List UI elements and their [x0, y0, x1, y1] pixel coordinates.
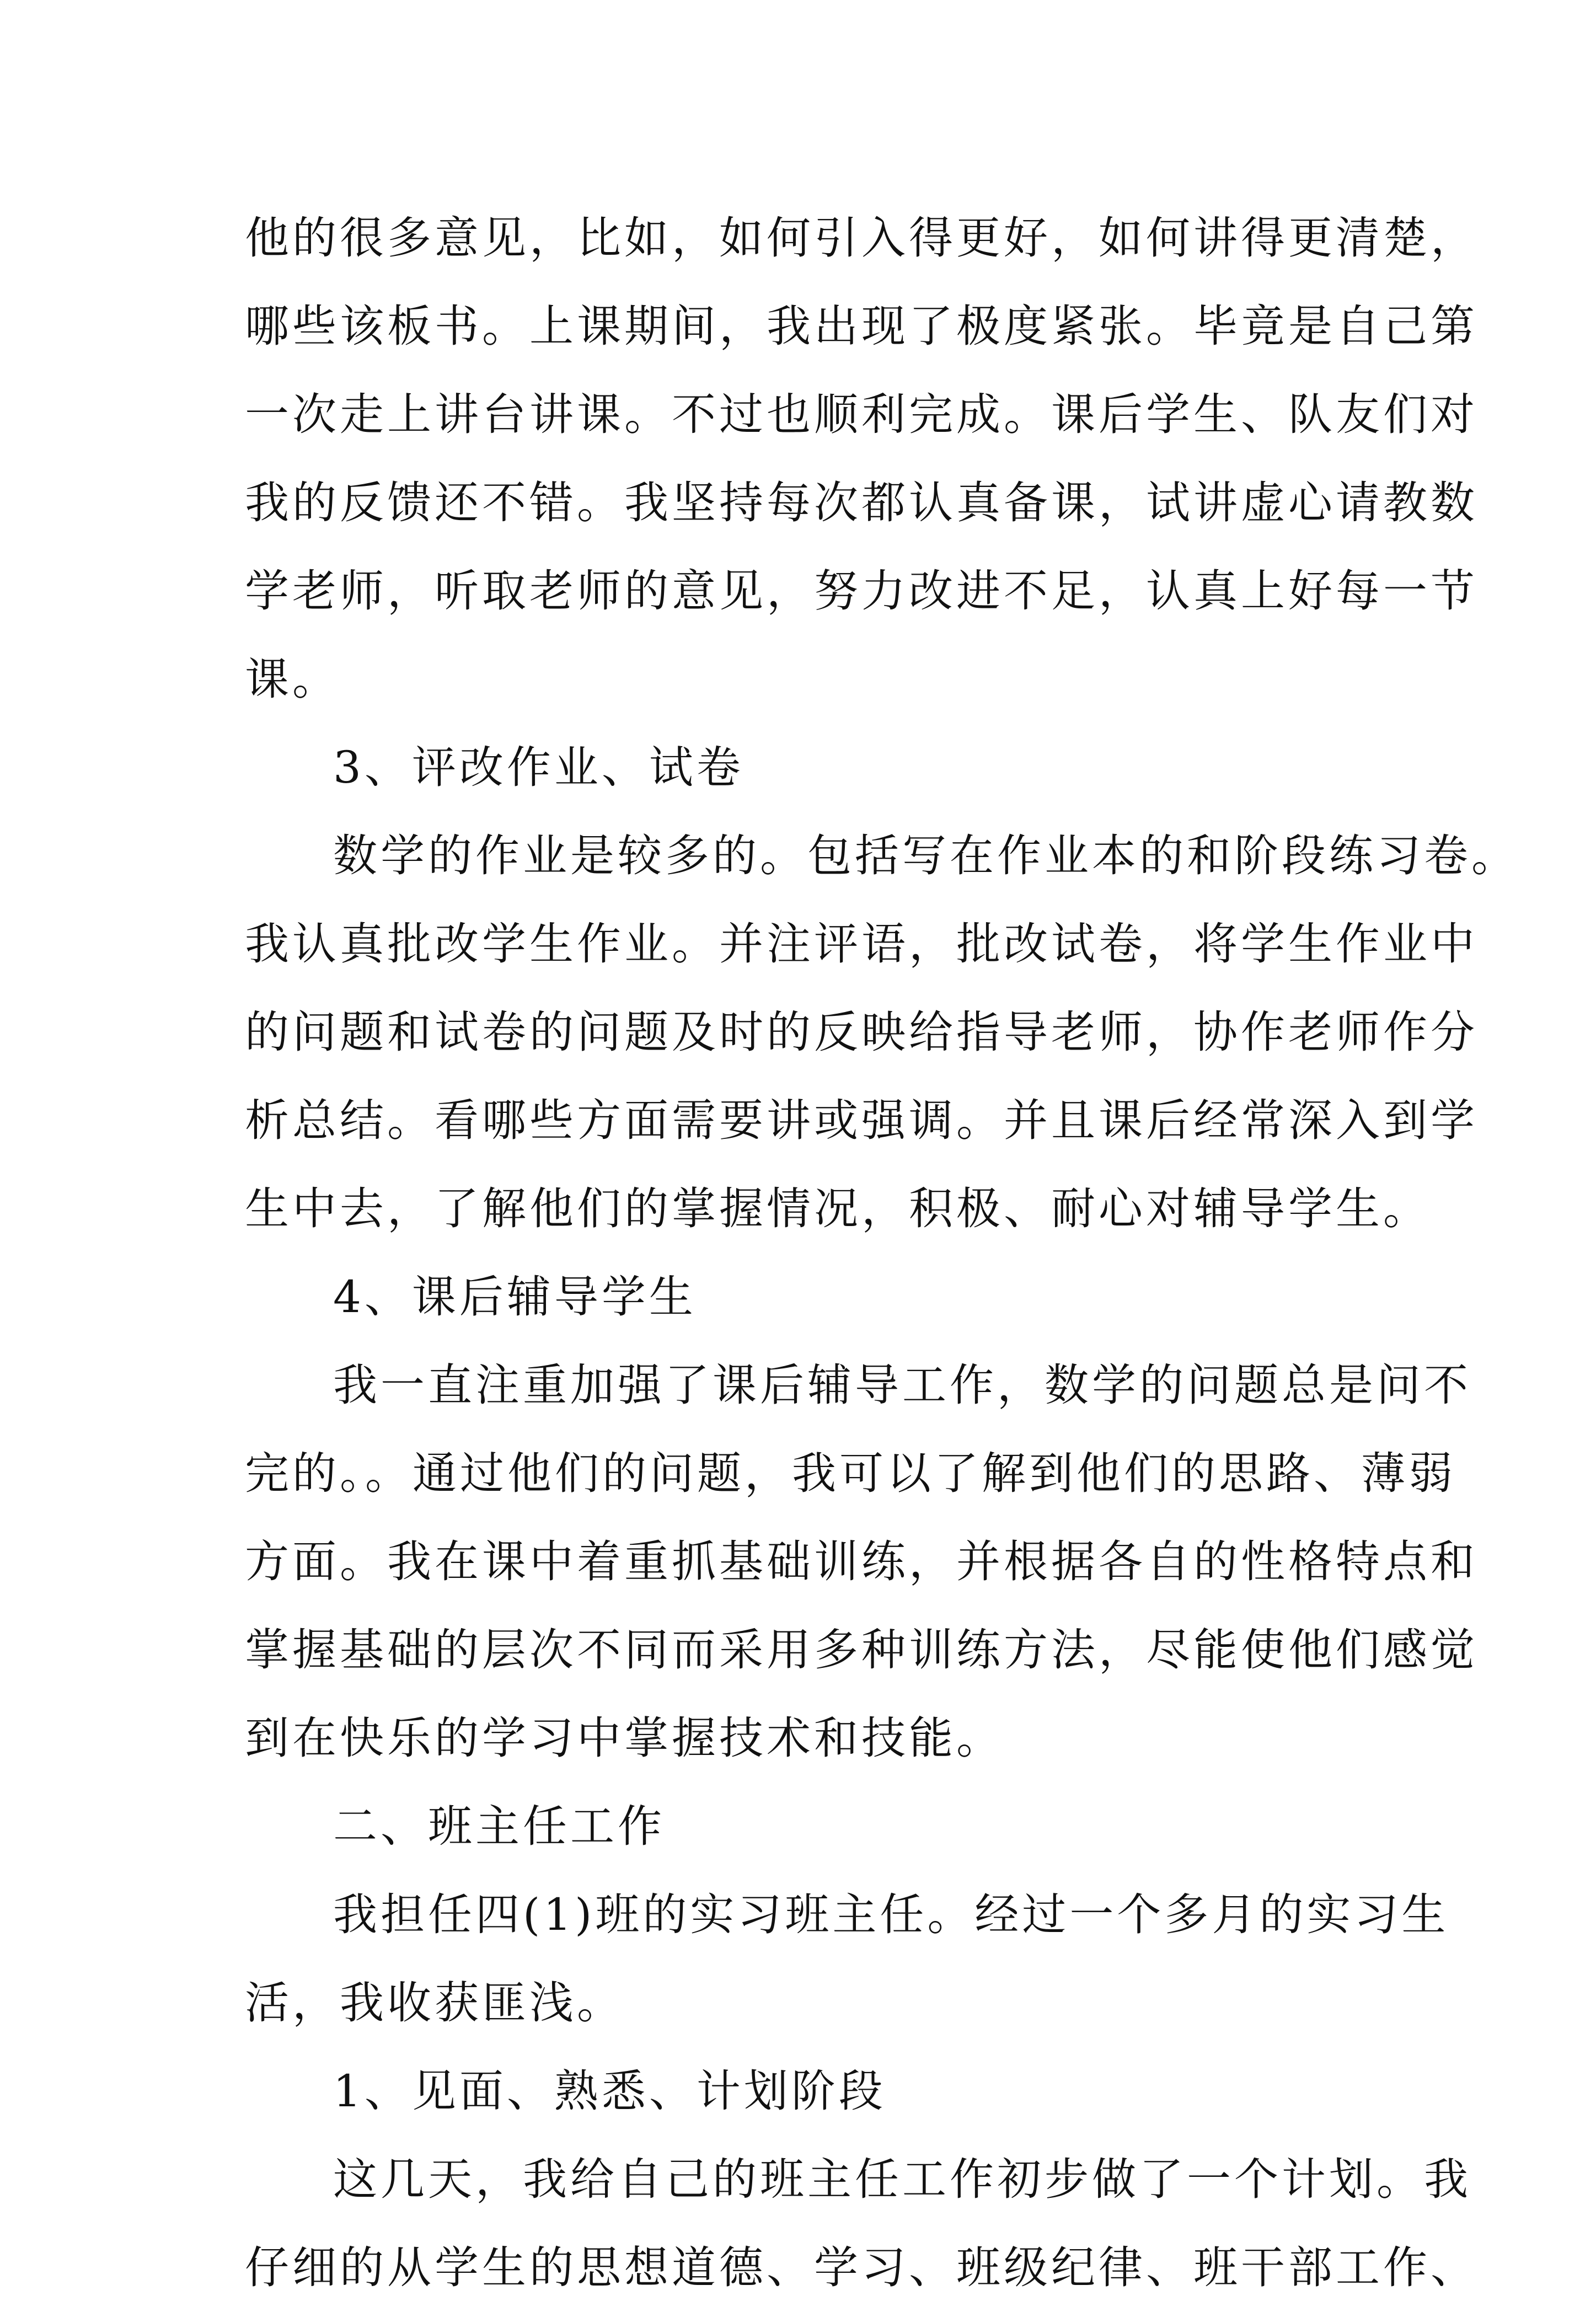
- text-line: 完的。。通过他们的问题，我可以了解到他们的思路、薄弱: [245, 1448, 1456, 1499]
- section-heading: 二、班主任工作: [333, 1801, 665, 1852]
- text-line: 我认真批改学生作业。并注评语，批改试卷，将学生作业中: [245, 918, 1478, 970]
- text-line: 哪些该板书。上课期间，我出现了极度紧张。毕竟是自己第: [245, 301, 1478, 352]
- section-heading: 1、见面、熟悉、计划阶段: [333, 2065, 886, 2117]
- text-line: 掌握基础的层次不同而采用多种训练方法，尽能使他们感觉: [245, 1624, 1478, 1676]
- paragraph-first-line: 数学的作业是较多的。包括写在作业本的和阶段练习卷。: [333, 830, 1519, 881]
- paragraph-first-line: 这几天，我给自己的班主任工作初步做了一个计划。我: [333, 2154, 1471, 2205]
- text-line: 到在快乐的学习中掌握技术和技能。: [245, 1712, 1004, 1764]
- text-line: 析总结。看哪些方面需要讲或强调。并且课后经常深入到学: [245, 1095, 1478, 1146]
- text-line: 学老师，听取老师的意见，努力改进不足，认真上好每一节: [245, 565, 1478, 617]
- text-line: 的问题和试卷的问题及时的反映给指导老师，协作老师作分: [245, 1007, 1478, 1058]
- paragraph-first-line: 我一直注重加强了课后辅导工作，数学的问题总是问不: [333, 1360, 1471, 1411]
- text-line: 活，我收获匪浅。: [245, 1977, 624, 2029]
- document-body: [245, 194, 1519, 2312]
- text-line: 课。: [245, 654, 340, 705]
- text-line: 仔细的从学生的思想道德、学习、班级纪律、班干部工作、: [245, 2242, 1478, 2293]
- text-line: 方面。我在课中着重抓基础训练，并根据各自的性格特点和: [245, 1536, 1478, 1587]
- text-line: 我的反馈还不错。我坚持每次都认真备课，试讲虚心请教数: [245, 477, 1478, 528]
- text-line: 生中去，了解他们的掌握情况，积极、耐心对辅导学生。: [245, 1183, 1431, 1234]
- text-line: 他的很多意见，比如，如何引入得更好，如何讲得更清楚，: [245, 212, 1478, 264]
- paragraph-first-line: 我担任四(1)班的实习班主任。经过一个多月的实习生: [333, 1889, 1449, 1940]
- text-line: 一次走上讲台讲课。不过也顺利完成。课后学生、队友们对: [245, 389, 1478, 440]
- section-heading: 4、课后辅导学生: [333, 1271, 697, 1323]
- section-heading: 3、评改作业、试卷: [333, 742, 744, 793]
